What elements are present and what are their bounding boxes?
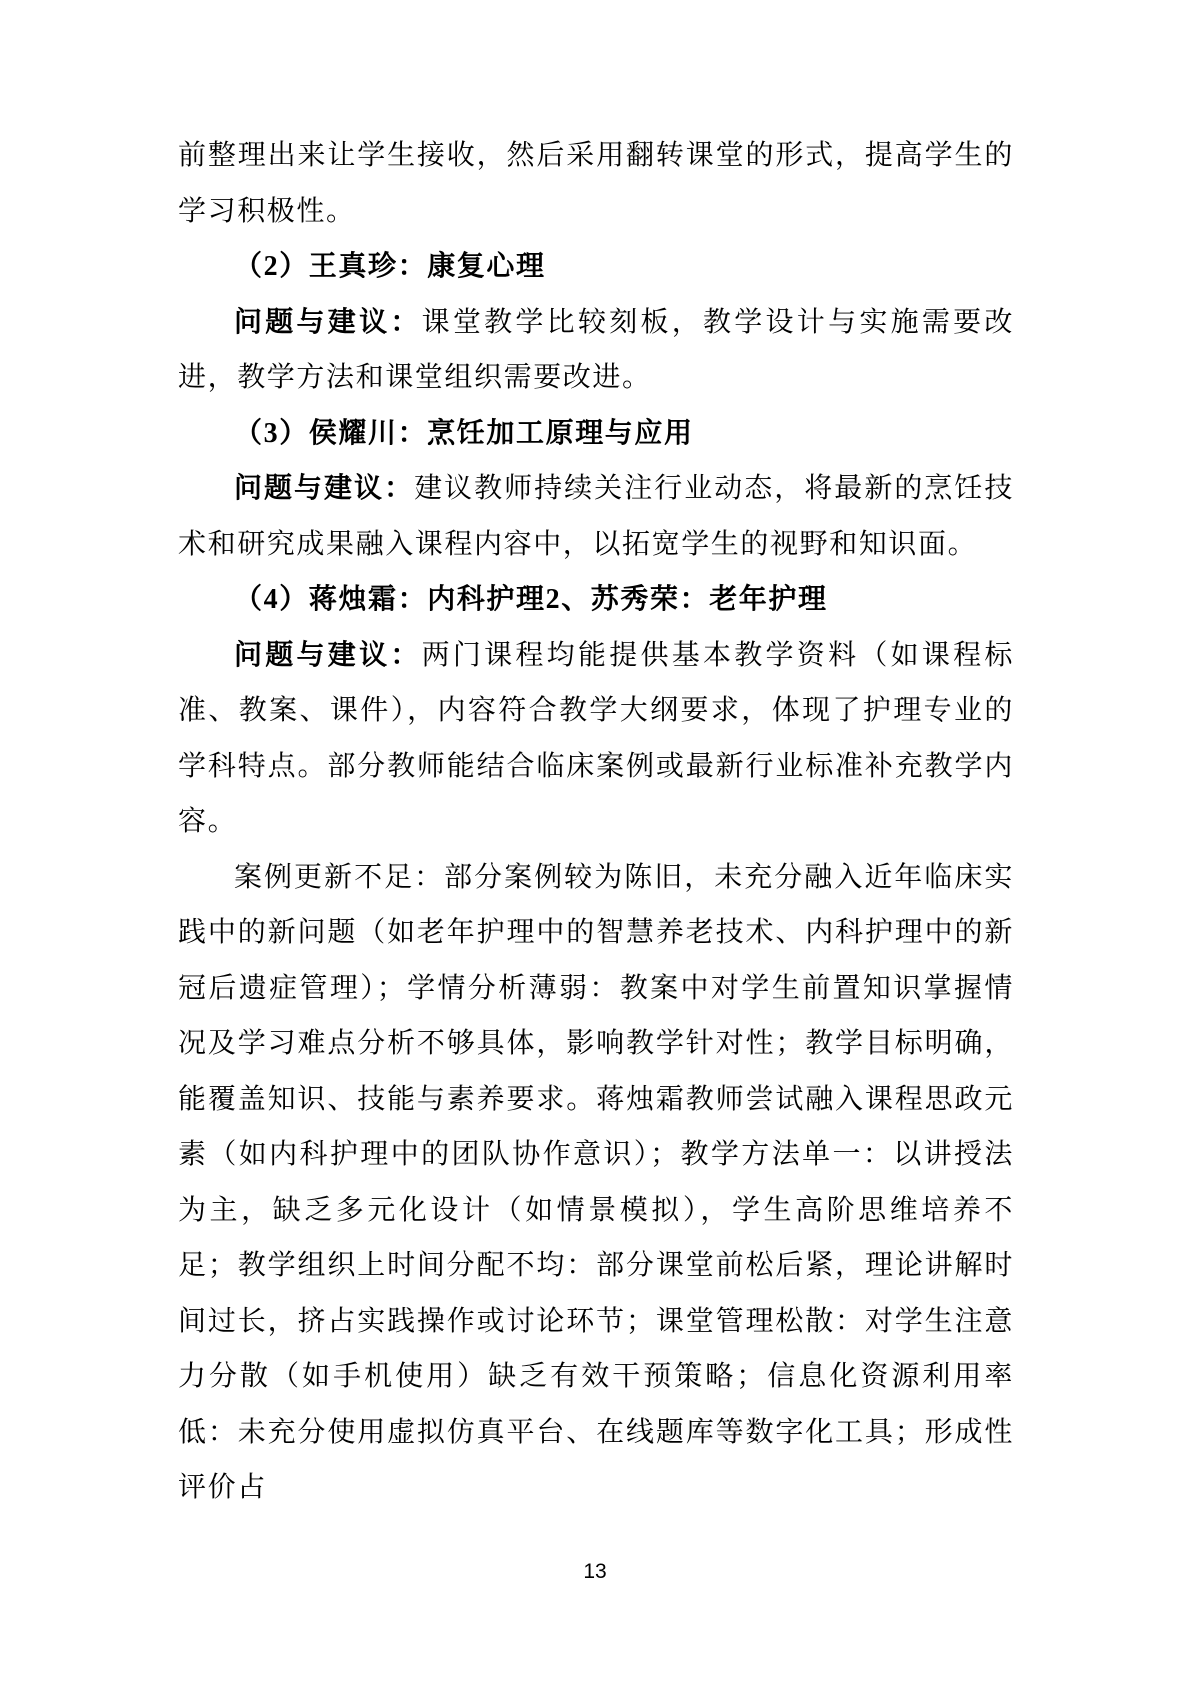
- paragraph-problems-item-3: [178, 461, 1014, 572]
- heading-item-4: （4）蒋烛霜：内科护理2、苏秀荣：老年护理: [234, 584, 828, 615]
- paragraph-continuation: 前整理出来让学生接收，然后采用翻转课堂的形式，提高学生的学习积极性。: [178, 140, 1014, 227]
- document-body: [178, 128, 1014, 1516]
- paragraph-problems-item-4: [178, 628, 1014, 850]
- page-number: 13: [583, 1560, 607, 1583]
- paragraph-lead: 问题与建议：: [234, 306, 422, 338]
- paragraph-text: 两门课程均能提供基本教学资料（如课程标准、教案、课件），内容符合教学大纲要求，体现了护理专业的学科特点。部分教师能结合临床案例或最新行业标准补充教学内容。: [178, 639, 1014, 837]
- paragraph-problems-item-2: [178, 295, 1014, 406]
- heading-item-2: （2）王真珍：康复心理: [234, 251, 546, 282]
- heading-item-3: （3）侯耀川：烹饪加工原理与应用: [234, 417, 694, 449]
- paragraph-lead: 问题与建议：: [234, 473, 415, 504]
- paragraph-text: 建议教师持续关注行业动态，将最新的烹饪技术和研究成果融入课程内容中，以拓宽学生的视野和知识面。: [178, 473, 1014, 560]
- paragraph-text: 课堂教学比较刻板，教学设计与实施需要改进，教学方法和课堂组织需要改进。: [178, 306, 1014, 393]
- paragraph-case-issues: 案例更新不足：部分案例较为陈旧，未充分融入近年临床实践中的新问题（如老年护理中的智慧养老技术、内科护理中的新冠后遗症管理）；学情分析薄弱：教案中对学生前置知识掌握情况及学习难点分析不够具体，影响教学针对性；教学目标明确，能覆盖知识、技能与素养要求。蒋烛霜教师尝试融入课程思政元素（如内科护理中的团队协作意识）；教学方法单一：以讲授法为主，缺乏多元化设计（如情景模拟），学生高阶思维培养不足；教学组织上时间分配不均：部分课堂前松后紧，理论讲解时间过长，挤占实践操作或讨论环节；课堂管理松散：对学生注意力分散（如手机使用）缺乏有效干预策略；信息化资源利用率低：未充分使用虚拟仿真平台、在线题库等数字化工具；形成性评价占: [178, 861, 1014, 1503]
- paragraph-lead: 问题与建议：: [234, 639, 422, 671]
